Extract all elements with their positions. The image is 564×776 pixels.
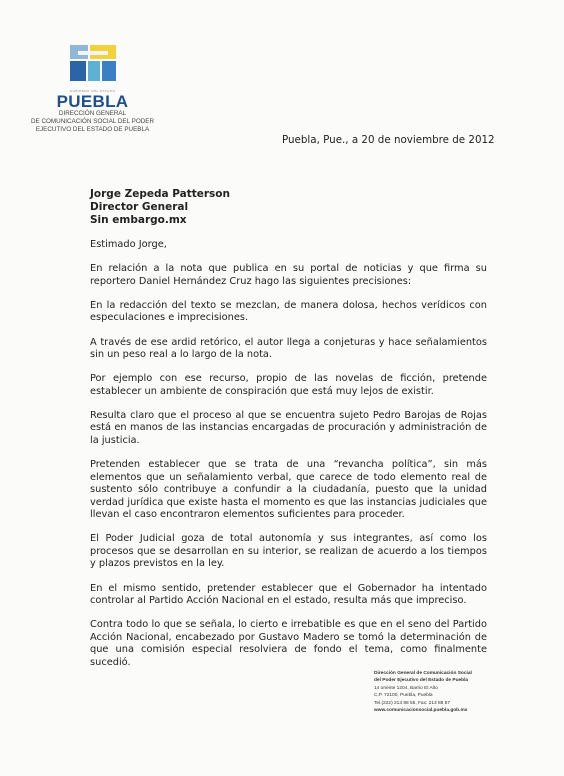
- letterhead-logo: [25, 45, 160, 134]
- salutation: Estimado Jorge,: [90, 239, 167, 250]
- footer-line-2: del Poder Ejecutivo del Estado de Puebla: [374, 678, 469, 684]
- recipient-name: Jorge Zepeda Patterson: [90, 188, 230, 200]
- footer-contact-block: [374, 670, 472, 714]
- logo-line-2: DE COMUNICACIÓN SOCIAL DEL PODER: [30, 118, 155, 125]
- paragraph-1: En relación a la nota que publica en su portal de noticias y que firma su reportero Daniel Hernández Cruz hago las siguientes precisiones:: [90, 263, 487, 287]
- puebla-emblem-icon: [70, 45, 116, 87]
- footer-postal: C.P. 72100, Puebla, Puebla: [374, 693, 433, 699]
- paragraph-3: A través de ese ardid retórico, el autor llega a conjeturas y hace señalamientos sin un peso real a lo largo de la nota.: [90, 336, 487, 361]
- paragraph-9: Contra todo lo que se señala, lo cierto e irrebatible es que en el seno del Partido Acción Nacional, encabezado por Gustavo Madero se tomó la determinación de que una comisión especial resolviera de fondo el tema, como finalmente sucedió.: [90, 619, 487, 668]
- letter-date: Puebla, Pue., a 20 de noviembre de 2012: [282, 134, 495, 146]
- paragraph-7: El Poder Judicial goza de total autonomía y sus integrantes, así como los procesos que se desarrollan en su interior, se realizan de acuerdo a los tiempos y plazos previstos en la ley.: [90, 533, 487, 570]
- recipient-organization: Sin embargo.mx: [90, 214, 187, 226]
- paragraph-2: En la redacción del texto se mezclan, de manera dolosa, hechos verídicos con especulaciones e imprecisiones.: [90, 299, 487, 324]
- footer-phone: Tel.(222) 213 88 55, Fax: 213 88 57: [374, 700, 451, 706]
- letter-body: [90, 239, 487, 681]
- paragraph-5: Resulta claro que el proceso al que se encuentra sujeto Pedro Barojas de Rojas está en manos de las instancias encargadas de procuración y administración de la justicia.: [90, 409, 487, 446]
- paragraph-6: Pretenden establecer que se trata de una “revancha política”, sin más elementos que un señalamiento verbal, que carece de todo elemento real de sustento sólo contribuye a confundir a la ciudadanía, puesto que la unidad verdad jurídica que existe hasta el momento es que las instancias judiciales que llevan el caso encontraron elementos suficientes para proceder.: [90, 459, 487, 521]
- paragraph-8: En el mismo sentido, pretender establecer que el Gobernador ha intentado controlar al Partido Acción Nacional en el estado, resulta más que impreciso.: [90, 582, 487, 606]
- logo-puebla-wordmark: PUEBLA: [56, 92, 129, 111]
- footer-website: www.comunicacionsocial.puebla.gob.mx: [374, 708, 468, 714]
- recipient-title: Director General: [90, 201, 189, 213]
- logo-line-1: DIRECCIÓN GENERAL: [58, 110, 127, 117]
- logo-gobierno-text: GOBIERNO DEL ESTADO: [69, 89, 116, 93]
- paragraph-4: Por ejemplo con ese recurso, propio de las novelas de ficción, pretende establecer un ambiente de conspiración que está muy lejos de existir.: [90, 373, 487, 397]
- recipient-block: [90, 188, 230, 227]
- footer-line-1: Dirección General de Comunicación Social: [374, 671, 472, 676]
- logo-line-3: EJECUTIVO DEL ESTADO DE PUEBLA: [35, 126, 150, 133]
- footer-address: 14 oriente 1204, Barrio El Alto: [374, 685, 438, 691]
